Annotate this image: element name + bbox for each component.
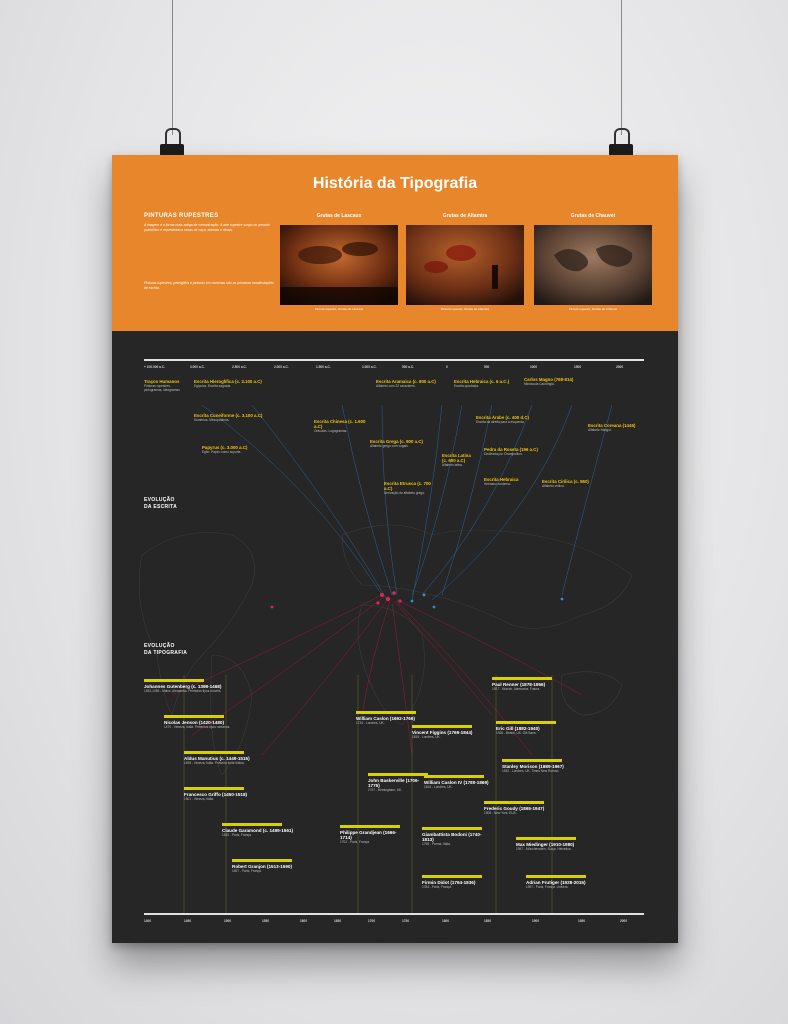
typographer-card [412,725,482,739]
writing-node [376,379,440,388]
tick: 1500 [224,919,232,923]
writing-node [370,439,428,448]
typographer-card [502,759,572,773]
typographer-desc: 1815 - Londres, UK. [412,735,441,739]
tick: 2.500 a.C. [232,365,247,369]
section-label-typography [144,643,187,657]
writing-node [384,481,440,495]
typographer-name: Johannes Gutenberg (c. 1398-1468) [144,684,222,689]
typographer-card [484,801,554,815]
node-desc: Escrita da direita para a esquerda. [476,420,525,424]
tick: 1850 [484,919,492,923]
typographer-name: Frederic Goudy (1865-1947) [484,806,545,811]
typographer-card [368,773,428,792]
writing-node [476,415,538,424]
node-title: Escrita Etrusca (c. 700 a.C) [384,481,431,491]
typographer-desc: 1957 - Münchenstein, Suíça. Helvetica. [516,847,572,851]
tick: 1000 [530,365,538,369]
writing-node [194,379,264,388]
typographer-name: Claude Garamond (c. 1499-1561) [222,828,293,833]
typographer-name: Vincent Figgins (1766-1844) [412,730,473,735]
typographer-name: Philippe Grandjean (1666-1714) [340,830,397,840]
typographer-card [422,827,492,846]
hanging-wire-right [621,0,622,135]
writing-node [484,477,534,486]
node-desc: Escrita quadrada. [454,384,479,388]
tick: 1.500 a.C. [316,365,331,369]
typography-axis-line [144,913,644,915]
node-desc: Alfabeto Hangul. [588,428,612,432]
node-title: Escrita Hieroglífica (c. 3.100 a.C) [194,379,262,384]
node-desc: Minúscula Carolíngia. [524,382,555,386]
typographer-desc: 1932 - Londres, UK. Times New Roman. [502,769,560,773]
intro-text: A imagem é a forma mais antiga de comunicação. A arte rupestre surgiu no período paleolítico e representava cenas de caça, animais e rituais. [144,223,270,232]
tick: 1.000 a.C. [362,365,377,369]
typographer-desc: 1501 - Veneza, Itália. [184,797,214,801]
typographer-desc: 1530 - Paris, França. [222,833,252,837]
typographer-card [144,679,234,693]
typographer-name: Eric Gill (1882-1940) [496,726,540,731]
typographer-name: William Caslon (1692-1766) [356,716,415,721]
typographer-desc: 1702 - Paris, França. [340,840,370,844]
section-label-line: EVOLUÇÃO [144,497,175,503]
typographer-name: William Caslon IV (1780-1869) [424,780,489,785]
photo-caption-chauvet: Pintura rupestre, Grutas de Chauvet [568,307,618,311]
tick: 1750 [402,919,410,923]
writing-node [484,447,546,456]
typographer-desc: 1798 - Parma, Itália. [422,842,451,846]
typographer-desc: 1784 - Paris, França. [422,885,452,889]
node-title: Escrita Hebraica (c. 6 a.C.) [454,379,510,384]
poster-title: História da Tipografia [312,175,478,192]
section-label-line: DA TIPOGRAFIA [144,650,188,656]
typographer-card [526,875,606,889]
typographer-card [516,837,596,851]
writing-node [542,479,612,488]
section-title: PINTURAS RUPESTRES [144,213,219,219]
photo-title-lascaux: Grutas de Lascaux [316,213,362,219]
tick: 2000 [620,919,628,923]
typographer-card [424,775,494,789]
writing-node [442,453,472,467]
tick: 1450 [184,919,192,923]
writing-node [588,423,652,432]
typographer-card [356,711,416,725]
tick: 500 a.C. [402,365,415,369]
typographer-desc: 1757 - Birmingham, UK. [368,788,403,792]
writing-node [194,413,264,422]
section-label-line: EVOLUÇÃO [144,643,175,649]
photo-title-altamira: Grutas de Altamira [442,213,488,219]
writing-node [454,379,516,388]
typographer-name: Francesco Griffo (1450-1518) [184,792,248,797]
node-title: Papyrus (c. 3.000 a.C) [202,445,248,450]
section-label-line: DA ESCRITA [144,504,177,510]
tick: 1900 [532,919,540,923]
node-title: Escrita Grega (c. 800 a.C) [370,439,423,444]
typographer-name: Robert Granjon (1513-1590) [232,864,292,869]
node-title: Escrita Coreana (1446) [588,423,636,428]
typographer-name: Firmin Didot (1764-1836) [422,880,476,885]
node-desc: Decifrada por Champollion. [484,452,523,456]
node-desc: Egito. Papiro como suporte. [202,450,242,454]
node-title: Escrita Cirílica (c. 860) [542,479,589,484]
tick: 1650 [334,919,342,923]
typographer-card [496,721,566,735]
typographer-desc: 1908 - New York, EUA. [484,811,517,815]
node-desc: Derivação do alfabeto grego. [384,491,425,495]
typographer-name: Nicolas Jenson (1420-1480) [164,720,225,725]
node-desc: Alfabeto cirílico. [542,484,565,488]
node-title: Pedra da Roseta (196 a.C) [484,447,538,452]
node-desc: Pinturas rupestres, pictogramas, ideogramas [144,384,180,393]
node-title: Escrita Árabe (c. 400 d.C) [476,415,529,420]
writing-node [314,419,372,433]
typographer-name: Paul Renner (1878-1956) [492,682,546,687]
typographer-card [184,787,274,801]
writing-node [144,379,188,392]
node-desc: Alfabeto com 22 caracteres. [376,384,416,388]
tick: 3.000 a.C. [190,365,205,369]
hanging-wire-left [172,0,173,135]
tick: 2000 [616,365,624,369]
typographer-name: Adrian Frutiger (1928-2015) [526,880,586,885]
typographer-card [222,823,312,837]
typographer-name: Giambattista Bodoni (1740-1813) [422,832,482,842]
node-title: Escrita Latina (c. 600 a.C) [442,453,471,463]
tick: + 100.000 a.C. [144,365,166,369]
intro-text-2: Pinturas rupestres, petróglifos e pinturas em cavernas são as primeiras manifestações de escrita. [144,281,274,290]
node-desc: Alfabeto grego com vogais. [370,444,409,448]
tick: 500 [484,365,490,369]
node-title: Escrita Aramaica (c. 800 a.C) [376,379,436,384]
typographer-card [184,751,274,765]
node-title: Escrita Cuneiforme (c. 3.100 a.C) [194,413,263,418]
tick: 0 [446,365,448,369]
tick: 1500 [574,365,582,369]
typographer-name: Stanley Morison (1889-1967) [502,764,564,769]
node-desc: Oráculos. Logogramas. [314,429,348,433]
poster [112,155,678,943]
typographer-card [422,875,492,889]
typographer-desc: 1495 - Veneza, Itália. Primeira fonte itálica. [184,761,245,765]
typographer-name: John Baskerville (1706-1775) [368,778,420,788]
typographer-desc: 1470 - Veneza, Itália. Primeiros tipos romanos. [164,725,231,729]
typographer-card [164,715,254,729]
node-desc: Alfabeto latino. [442,463,464,467]
typographer-desc: 1928 - Bristol, UK. Gill Sans. [496,731,537,735]
node-title: Escrita Chinesa (c. 1.600 a.C) [314,419,366,429]
typographer-card [232,859,322,873]
node-title: Traços Humanos [144,379,180,384]
tick: 1800 [442,919,450,923]
typographer-desc: 1557 - Paris, França. [232,869,262,873]
typographer-desc: 1816 - Londres, UK. [424,785,453,789]
writing-node [202,445,262,454]
typographer-card [340,825,404,844]
tick: 1950 [578,919,586,923]
tick: 2.000 a.C. [274,365,289,369]
node-desc: Hebraico moderno. [484,482,512,486]
section-label-writing [144,497,177,511]
photo-caption-altamira: Pintura rupestre, Grutas de Altamira [441,307,489,311]
tick: 1600 [300,919,308,923]
tick: 1700 [368,919,376,923]
typographer-desc: 1452-1455 - Mainz, Alemanha. Primeiros tipos móveis. [144,689,222,693]
typographer-name: Max Miedinger (1910-1980) [516,842,575,847]
typographer-card [492,677,562,691]
tick: 1550 [262,919,270,923]
tick: 1400 [144,919,152,923]
writing-node [524,377,624,386]
node-desc: Sumérios. Mesopotâmia. [194,418,230,422]
node-title: Escrita Hebraica [484,477,519,482]
typographer-name: Aldus Manutius (c. 1449-1515) [184,756,250,761]
typographer-desc: 1957 - Paris, França. Univers. [526,885,569,889]
typographer-desc: 1734 - Londres, UK. [356,721,385,725]
node-desc: Egípcios. Escrita sagrada. [194,384,232,388]
photo-caption-lascaux: Pintura rupestre, Grutas de Lascaux [314,307,364,311]
node-title: Carlos Magno (768-814) [524,377,574,382]
photo-title-chauvet: Grutas de Chauvet [570,213,616,219]
typographer-desc: 1927 - Munich, Alemanha. Futura. [492,687,541,691]
